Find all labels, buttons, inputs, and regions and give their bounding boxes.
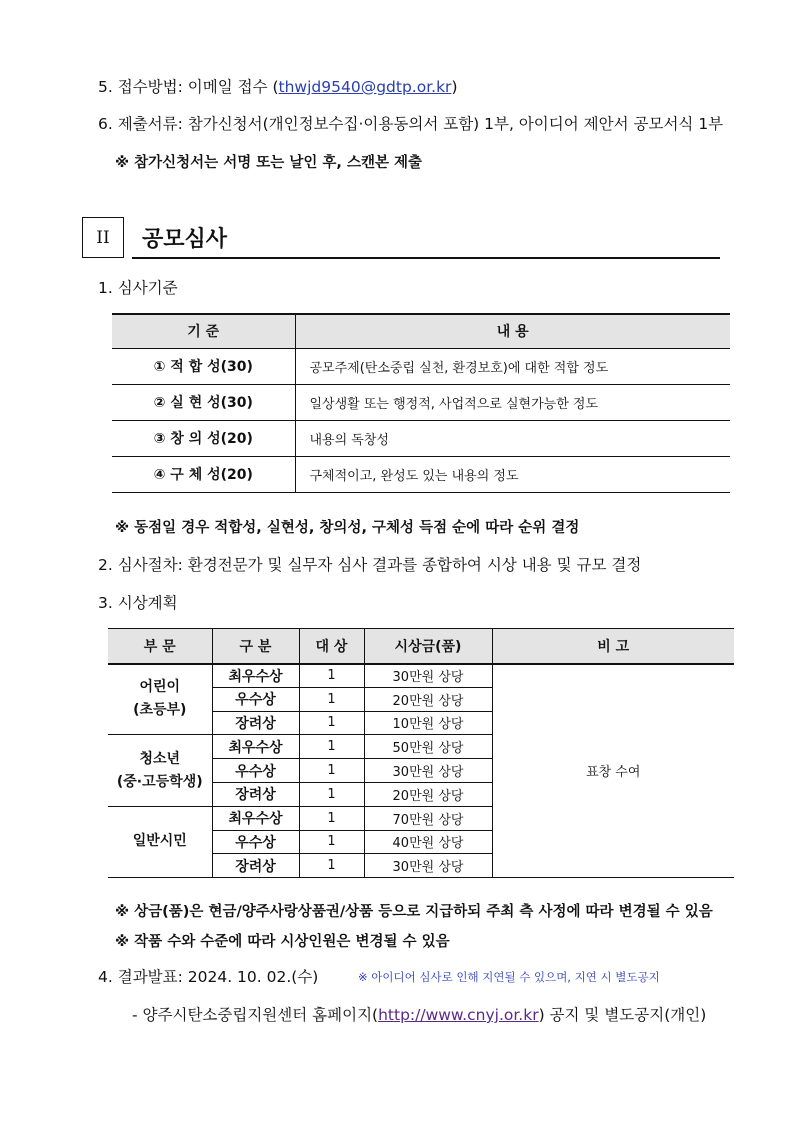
submission-documents: 6. 제출서류: 참가신청서(개인정보수집·이용동의서 포함) 1부, 아이디어 제안서 공모서식 1부 [98, 115, 724, 133]
table-row [112, 456, 730, 492]
award-grade: 장려상 [212, 854, 299, 878]
award-count: 1 [299, 782, 364, 806]
award-count: 1 [299, 759, 364, 783]
criteria-name: ④ 구 체 성(20) [112, 456, 295, 492]
criteria-tie-note: ※ 동점일 경우 적합성, 실현성, 창의성, 구체성 득점 순에 따라 순위 결정 [115, 520, 580, 536]
website-link[interactable]: http://www.cnyj.or.kr [378, 1006, 539, 1024]
criteria-desc: 내용의 독창성 [295, 420, 730, 456]
award-count: 1 [299, 806, 364, 830]
division-general: 일반시민 [108, 806, 212, 877]
award-prize: 20만원 상당 [364, 687, 492, 711]
award-grade: 최우수상 [212, 664, 299, 688]
results-website: - 양주시탄소중립지원센터 홈페이지(http://www.cnyj.or.kr) 공지 및 별도공지(개인) [132, 1006, 707, 1024]
award-grade: 장려상 [212, 782, 299, 806]
criteria-table [112, 313, 730, 493]
criteria-heading: 1. 심사기준 [98, 279, 178, 297]
criteria-desc: 구체적이고, 완성도 있는 내용의 정도 [295, 456, 730, 492]
award-grade: 우수상 [212, 830, 299, 854]
table-row [112, 420, 730, 456]
criteria-desc: 일상생활 또는 행정적, 사업적으로 실현가능한 정도 [295, 384, 730, 420]
submission-email-link[interactable]: thwjd9540@gdtp.or.kr [278, 78, 452, 96]
section-underline [132, 257, 720, 259]
criteria-col-content: 내 용 [295, 314, 730, 348]
awards-remark: 표창 수여 [492, 664, 734, 878]
awards-col-remark: 비 고 [492, 629, 734, 664]
awards-col-prize: 시상금(품) [364, 629, 492, 664]
procedure-text: 2. 심사절차: 환경전문가 및 실무자 심사 결과를 종합하여 시상 내용 및 규모 결정 [98, 556, 642, 574]
table-row [108, 664, 734, 688]
awards-heading: 3. 시상계획 [98, 594, 178, 612]
award-grade: 최우수상 [212, 806, 299, 830]
award-prize: 70만원 상당 [364, 806, 492, 830]
table-row [112, 384, 730, 420]
table-row [112, 348, 730, 384]
awards-col-count: 대 상 [299, 629, 364, 664]
award-grade: 장려상 [212, 711, 299, 735]
awards-note-prize: ※ 상금(품)은 현금/양주사랑상품권/상품 등으로 지급하되 주최 측 사정에 따라 변경될 수 있음 [115, 904, 713, 920]
award-count: 1 [299, 830, 364, 854]
award-count: 1 [299, 664, 364, 688]
award-prize: 10만원 상당 [364, 711, 492, 735]
award-count: 1 [299, 711, 364, 735]
criteria-header-row [112, 314, 730, 348]
section-numeral: II [96, 227, 110, 248]
awards-col-division: 부 문 [108, 629, 212, 664]
submission-method: 5. 접수방법: 이메일 접수 (thwjd9540@gdtp.or.kr) [98, 78, 458, 96]
section-number-box [82, 217, 124, 258]
criteria-name: ① 적 합 성(30) [112, 348, 295, 384]
award-prize: 30만원 상당 [364, 759, 492, 783]
criteria-desc: 공모주제(탄소중립 실천, 환경보호)에 대한 적합 정도 [295, 348, 730, 384]
award-count: 1 [299, 687, 364, 711]
results-announcement: 4. 결과발표: 2024. 10. 02.(수) [98, 968, 319, 986]
division-youth: 청소년 (중·고등학생) [108, 735, 212, 806]
award-prize: 20만원 상당 [364, 782, 492, 806]
award-grade: 우수상 [212, 687, 299, 711]
award-grade: 우수상 [212, 759, 299, 783]
division-children: 어린이 (초등부) [108, 664, 212, 735]
awards-table [108, 628, 734, 878]
awards-note-count: ※ 작품 수와 수준에 따라 시상인원은 변경될 수 있음 [115, 934, 450, 950]
awards-col-category: 구 분 [212, 629, 299, 664]
award-grade: 최우수상 [212, 735, 299, 759]
criteria-name: ③ 창 의 성(20) [112, 420, 295, 456]
criteria-name: ② 실 현 성(30) [112, 384, 295, 420]
award-prize: 40만원 상당 [364, 830, 492, 854]
award-count: 1 [299, 854, 364, 878]
award-prize: 30만원 상당 [364, 664, 492, 688]
criteria-col-standard: 기 준 [112, 314, 295, 348]
results-delay-note: ※ 아이디어 심사로 인해 지연될 수 있으며, 지연 시 별도공지 [358, 970, 660, 984]
award-count: 1 [299, 735, 364, 759]
submission-note: ※ 참가신청서는 서명 또는 날인 후, 스캔본 제출 [115, 155, 423, 171]
award-prize: 50만원 상당 [364, 735, 492, 759]
awards-header-row [108, 629, 734, 664]
section-title: 공모심사 [142, 227, 228, 252]
award-prize: 30만원 상당 [364, 854, 492, 878]
